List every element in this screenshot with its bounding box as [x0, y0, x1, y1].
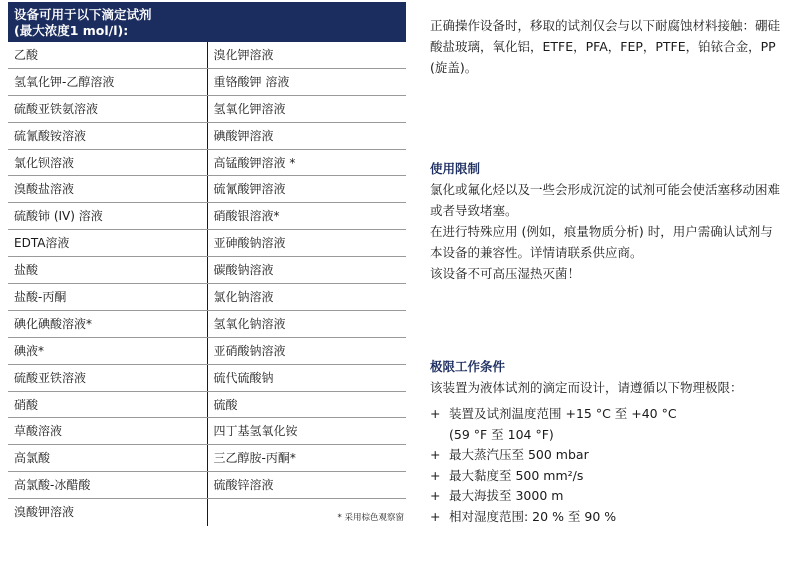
- table-cell-right: 溴化钾溶液: [207, 42, 407, 68]
- table-cell-left: 碘液*: [14, 343, 45, 358]
- table-cell-left: 盐酸: [14, 263, 39, 278]
- reagent-table: [8, 2, 406, 526]
- bullet-plus-icon: +: [430, 467, 441, 483]
- limits-item: [430, 466, 782, 487]
- limits-item: [430, 486, 782, 507]
- table-row: [8, 365, 406, 392]
- table-cell-right: 亚硝酸钠溶液: [207, 338, 407, 364]
- table-cell-left: 硫氰酸铵溶液: [14, 128, 87, 143]
- table-cell-right: 氢氧化钠溶液: [207, 311, 407, 337]
- table-cell-right: 氢氧化钾溶液: [207, 96, 407, 122]
- restrictions-paragraph-3: 该设备不可高压湿热灭菌！: [430, 266, 581, 281]
- table-cell-left: 碘化碘酸溶液*: [14, 316, 93, 331]
- table-row: [8, 42, 406, 69]
- table-cell-right: 三乙醇胺-丙酮*: [207, 445, 407, 471]
- table-cell-right: 硫酸锌溶液: [207, 472, 407, 498]
- intro-paragraph: 正确操作设备时，移取的试剂仅会与以下耐腐蚀材料接触：硼硅酸盐玻璃，氧化铝，ETFE，PFA，FEP，PTFE，铂铱合金，PP (旋盖)。: [430, 18, 781, 75]
- table-row: [8, 150, 406, 177]
- table-footnote: * 采用棕色观察窗: [337, 513, 404, 524]
- table-row: [8, 472, 406, 499]
- table-row: [8, 176, 406, 203]
- limits-item-fahrenheit: (59 °F 至 104 °F): [449, 426, 554, 442]
- table-cell-right: 四丁基氢氧化铵: [207, 418, 407, 444]
- table-header-title: 设备可用于以下滴定试剂: [14, 7, 152, 22]
- limits-item-sub: [430, 425, 782, 446]
- limits-item-text: 最大蒸汽压至 500 mbar: [449, 447, 589, 462]
- table-cell-right: 亚砷酸钠溶液: [207, 230, 407, 256]
- table-cell-left: 高氯酸: [14, 451, 51, 466]
- table-row: [8, 123, 406, 150]
- table-row: [8, 418, 406, 445]
- table-cell-left: 高氯酸-冰醋酸: [14, 478, 91, 493]
- table-cell-right: 高锰酸钾溶液 *: [207, 150, 407, 176]
- table-body: [8, 42, 406, 526]
- table-cell-right: 硝酸银溶液*: [207, 203, 407, 229]
- table-cell-right: 碳酸钠溶液: [207, 257, 407, 283]
- restrictions-paragraph-2: 在进行特殊应用 (例如，痕量物质分析) 时，用户需确认试剂与本设备的兼容性。详情请联系供应商。: [430, 224, 773, 260]
- table-cell-left: 氢氧化钾-乙醇溶液: [14, 74, 115, 89]
- table-row: [8, 311, 406, 338]
- limits-intro: 该装置为液体试剂的滴定而设计，请遵循以下物理极限：: [430, 380, 743, 395]
- table-cell-left: 硫酸亚铁溶液: [14, 370, 87, 385]
- table-cell-right: 氯化钠溶液: [207, 284, 407, 310]
- restrictions-paragraph-1: 氯化或氟化烃以及一些会形成沉淀的试剂可能会使活塞移动困难或者导致堵塞。: [430, 182, 781, 218]
- table-row: [8, 203, 406, 230]
- limits-item-text: 最大海拔至 3000 m: [449, 488, 564, 503]
- limits-item: [430, 507, 782, 528]
- table-cell-right: 硫代硫酸钠: [207, 365, 407, 391]
- table-cell-left: 乙酸: [14, 48, 39, 62]
- table-cell-left: 盐酸-丙酮: [14, 290, 67, 305]
- restrictions-section: [430, 158, 782, 284]
- table-row: [8, 257, 406, 284]
- restrictions-heading: 使用限制: [430, 161, 481, 176]
- limits-item-text: 最大黏度至 500 mm²/s: [449, 467, 584, 483]
- bullet-plus-icon: +: [430, 447, 441, 462]
- bullet-plus-icon: +: [430, 406, 441, 421]
- limits-list: [430, 404, 782, 527]
- table-cell-right: 硫酸: [207, 392, 407, 418]
- table-cell-left: 溴酸钾溶液: [14, 505, 75, 520]
- table-cell-right: 硫氰酸钾溶液: [207, 176, 407, 202]
- table-cell-left: 草酸溶液: [14, 424, 63, 439]
- table-row: [8, 445, 406, 472]
- table-cell-left: 硫酸铈 (IV) 溶液: [14, 209, 103, 224]
- limits-item-text: 相对湿度范围: 20 % 至 90 %: [449, 508, 617, 524]
- table-row: [8, 284, 406, 311]
- limits-heading: 极限工作条件: [430, 359, 506, 374]
- intro-section: [430, 15, 782, 78]
- table-cell-left: 硫酸亚铁氨溶液: [14, 101, 99, 116]
- table-cell-left: 氯化钡溶液: [14, 155, 75, 170]
- limits-item: [430, 404, 782, 425]
- table-cell-left: 溴酸盐溶液: [14, 182, 75, 197]
- table-row: [8, 230, 406, 257]
- table-cell-left: EDTA溶液: [14, 236, 70, 251]
- table-header: [8, 2, 406, 42]
- table-row: [8, 338, 406, 365]
- limits-item: [430, 445, 782, 466]
- table-row: [8, 499, 406, 526]
- table-cell-right: 碘酸钾溶液: [207, 123, 407, 149]
- table-cell-right: 重铬酸钾 溶液: [207, 69, 407, 95]
- table-cell-left: 硝酸: [14, 397, 39, 412]
- bullet-plus-icon: +: [430, 488, 441, 503]
- table-row: [8, 69, 406, 96]
- table-header-subtitle: (最大浓度1 mol/l):: [14, 23, 129, 38]
- table-row: [8, 96, 406, 123]
- table-row: [8, 392, 406, 419]
- limits-section: [430, 356, 782, 527]
- limits-item-text: 装置及试剂温度范围 +15 °C 至 +40 °C: [449, 406, 677, 421]
- bullet-plus-icon: +: [430, 508, 441, 524]
